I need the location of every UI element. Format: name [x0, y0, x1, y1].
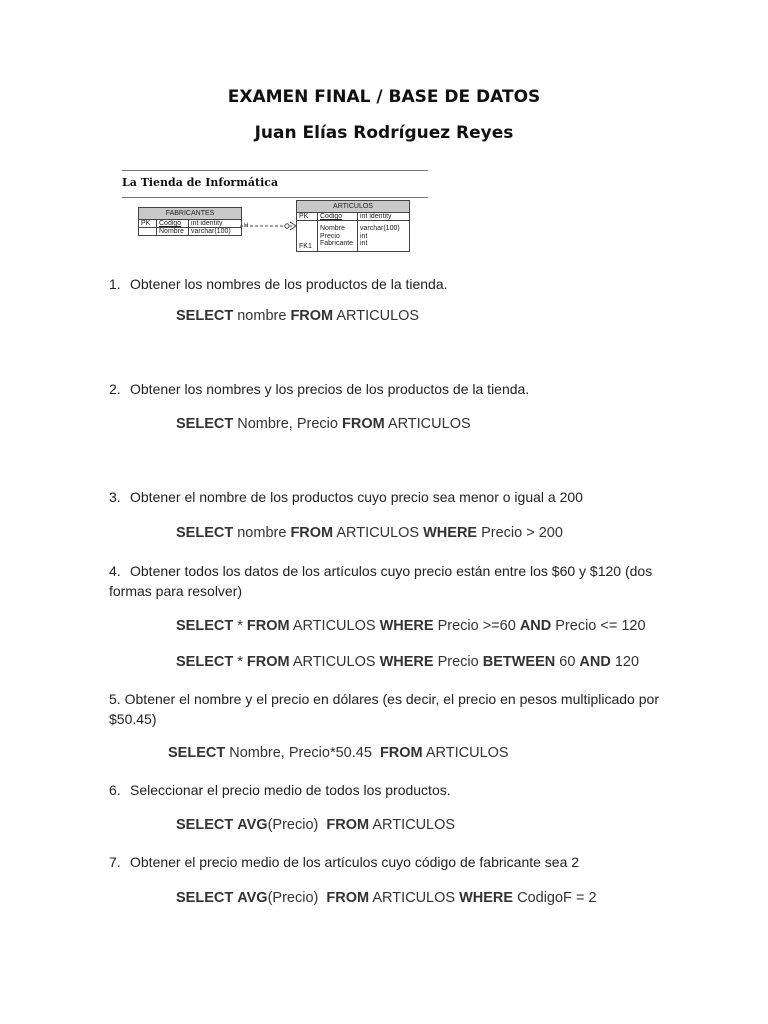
- answer-4a: [176, 618, 646, 634]
- articulos-nombre-type: varchar(100): [360, 225, 400, 232]
- question-number: 7.: [109, 854, 121, 870]
- articulos-pk-type: int identity: [360, 213, 392, 220]
- question-3: [109, 488, 659, 508]
- sql-value: 120: [610, 654, 640, 670]
- articulos-fabricante-type: int: [360, 240, 368, 247]
- sql-columns: Nombre, Precio*50.45: [225, 745, 380, 761]
- answer-1: [176, 308, 419, 324]
- answer-6: [176, 817, 455, 833]
- question-number: 4.: [109, 563, 121, 579]
- sql-table: ARTICULOS: [422, 745, 509, 761]
- sql-columns: nombre: [233, 525, 291, 541]
- sql-condition: Precio >=60: [433, 618, 520, 634]
- sql-keyword: WHERE: [459, 890, 514, 906]
- sql-argument: (Precio): [267, 890, 327, 906]
- fabricantes-pk-field: Codigo: [157, 220, 189, 227]
- sql-keyword: SELECT: [176, 890, 234, 906]
- articulos-pk-key: PK: [297, 213, 318, 220]
- sql-keyword: SELECT: [176, 618, 234, 634]
- question-number: 2.: [109, 381, 121, 397]
- sql-table: ARTICULOS: [333, 525, 424, 541]
- sql-table: ARTICULOS: [333, 308, 420, 324]
- answer-2: [176, 416, 471, 432]
- sql-condition: Precio: [433, 654, 483, 670]
- sql-table: ARTICULOS: [369, 890, 460, 906]
- fabricantes-row-key: [139, 228, 157, 235]
- question-number: 5.: [109, 691, 121, 707]
- sql-keyword: AVG: [237, 890, 268, 906]
- articulos-nombre-field: Nombre: [320, 225, 345, 232]
- articulos-fk-key: FK1: [299, 243, 312, 250]
- answer-7: [176, 890, 597, 906]
- sql-argument: (Precio): [267, 817, 327, 833]
- articulos-precio-field: Precio: [320, 232, 340, 240]
- sql-condition: CodigoF = 2: [513, 890, 597, 906]
- sql-columns: Nombre, Precio: [233, 416, 342, 432]
- sql-keyword: FROM: [246, 654, 290, 670]
- fabricantes-table-name: FABRICANTES: [139, 208, 241, 220]
- question-number: 6.: [109, 782, 121, 798]
- question-2: [109, 380, 659, 400]
- fabricantes-nombre-field: Nombre: [157, 228, 189, 235]
- sql-keyword: WHERE: [423, 525, 478, 541]
- question-text: Obtener los nombres y los precios de los productos de la tienda.: [130, 381, 530, 397]
- sql-keyword: WHERE: [379, 654, 434, 670]
- question-number: 3.: [109, 489, 121, 505]
- diagram-bottom-rule: [122, 197, 428, 198]
- fabricantes-pk-type: int identity: [191, 220, 223, 227]
- sql-keyword: WHERE: [379, 618, 434, 634]
- sql-table: ARTICULOS: [369, 817, 456, 833]
- articulos-fabricante-field: Fabricante: [320, 240, 354, 247]
- sql-keyword: SELECT: [176, 525, 234, 541]
- answer-5: [168, 745, 509, 761]
- question-number: 1.: [109, 276, 121, 292]
- question-text: Seleccionar el precio medio de todos los productos.: [130, 782, 451, 798]
- sql-keyword: SELECT: [176, 817, 234, 833]
- relationship-connector: [240, 220, 296, 232]
- question-text: Obtener todos los datos de los artículos cuyo precio están entre los $60 y $120 (dos formas para resolver): [109, 563, 653, 599]
- sql-keyword: FROM: [379, 745, 423, 761]
- fabricantes-pk-key: PK: [139, 220, 157, 227]
- sql-keyword: FROM: [326, 817, 370, 833]
- articulos-table-name: ARTICULOS: [297, 201, 409, 213]
- er-diagram: [122, 168, 430, 260]
- sql-keyword: BETWEEN: [482, 654, 556, 670]
- sql-condition: Precio <= 120: [551, 618, 646, 634]
- sql-keyword: AVG: [237, 817, 268, 833]
- sql-condition: Precio > 200: [477, 525, 563, 541]
- diagram-top-rule: [122, 170, 428, 171]
- question-1: [109, 275, 659, 295]
- sql-keyword: FROM: [290, 308, 334, 324]
- sql-value: 60: [555, 654, 580, 670]
- question-text: Obtener el nombre de los productos cuyo precio sea menor o igual a 200: [130, 489, 583, 505]
- sql-columns: *: [233, 654, 247, 670]
- question-text: Obtener el nombre y el precio en dólares (es decir, el precio en pesos multiplicado por $50.45): [109, 691, 660, 727]
- articulos-table: [296, 200, 410, 252]
- sql-keyword: SELECT: [176, 416, 234, 432]
- sql-columns: nombre: [233, 308, 291, 324]
- sql-keyword: FROM: [246, 618, 290, 634]
- diagram-title: La Tienda de Informática: [122, 176, 279, 189]
- sql-keyword: AND: [579, 654, 611, 670]
- sql-table: ARTICULOS: [289, 654, 380, 670]
- author-name: Juan Elías Rodríguez Reyes: [254, 123, 514, 143]
- sql-keyword: FROM: [290, 525, 334, 541]
- question-4: [109, 562, 659, 601]
- articulos-pk-field: Codigo: [318, 213, 358, 220]
- answer-4b: [176, 654, 639, 670]
- fabricantes-table: [138, 207, 242, 236]
- question-5: [109, 690, 659, 729]
- sql-table: ARTICULOS: [289, 618, 380, 634]
- question-text: Obtener los nombres de los productos de la tienda.: [130, 276, 448, 292]
- fabricantes-nombre-type: varchar(100): [191, 228, 231, 235]
- question-7: [109, 853, 659, 873]
- sql-keyword: SELECT: [176, 308, 234, 324]
- exam-title: EXAMEN FINAL / BASE DE DATOS: [227, 87, 541, 107]
- question-6: [109, 781, 659, 801]
- sql-keyword: FROM: [326, 890, 370, 906]
- answer-3: [176, 525, 563, 541]
- connector-label: H: [244, 223, 249, 229]
- sql-keyword: SELECT: [176, 654, 234, 670]
- sql-keyword: AND: [519, 618, 552, 634]
- question-text: Obtener el precio medio de los artículos cuyo código de fabricante sea 2: [130, 854, 580, 870]
- sql-columns: *: [233, 618, 247, 634]
- sql-keyword: SELECT: [168, 745, 226, 761]
- sql-table: ARTICULOS: [384, 416, 471, 432]
- articulos-precio-type: int: [360, 232, 368, 240]
- sql-keyword: FROM: [342, 416, 385, 432]
